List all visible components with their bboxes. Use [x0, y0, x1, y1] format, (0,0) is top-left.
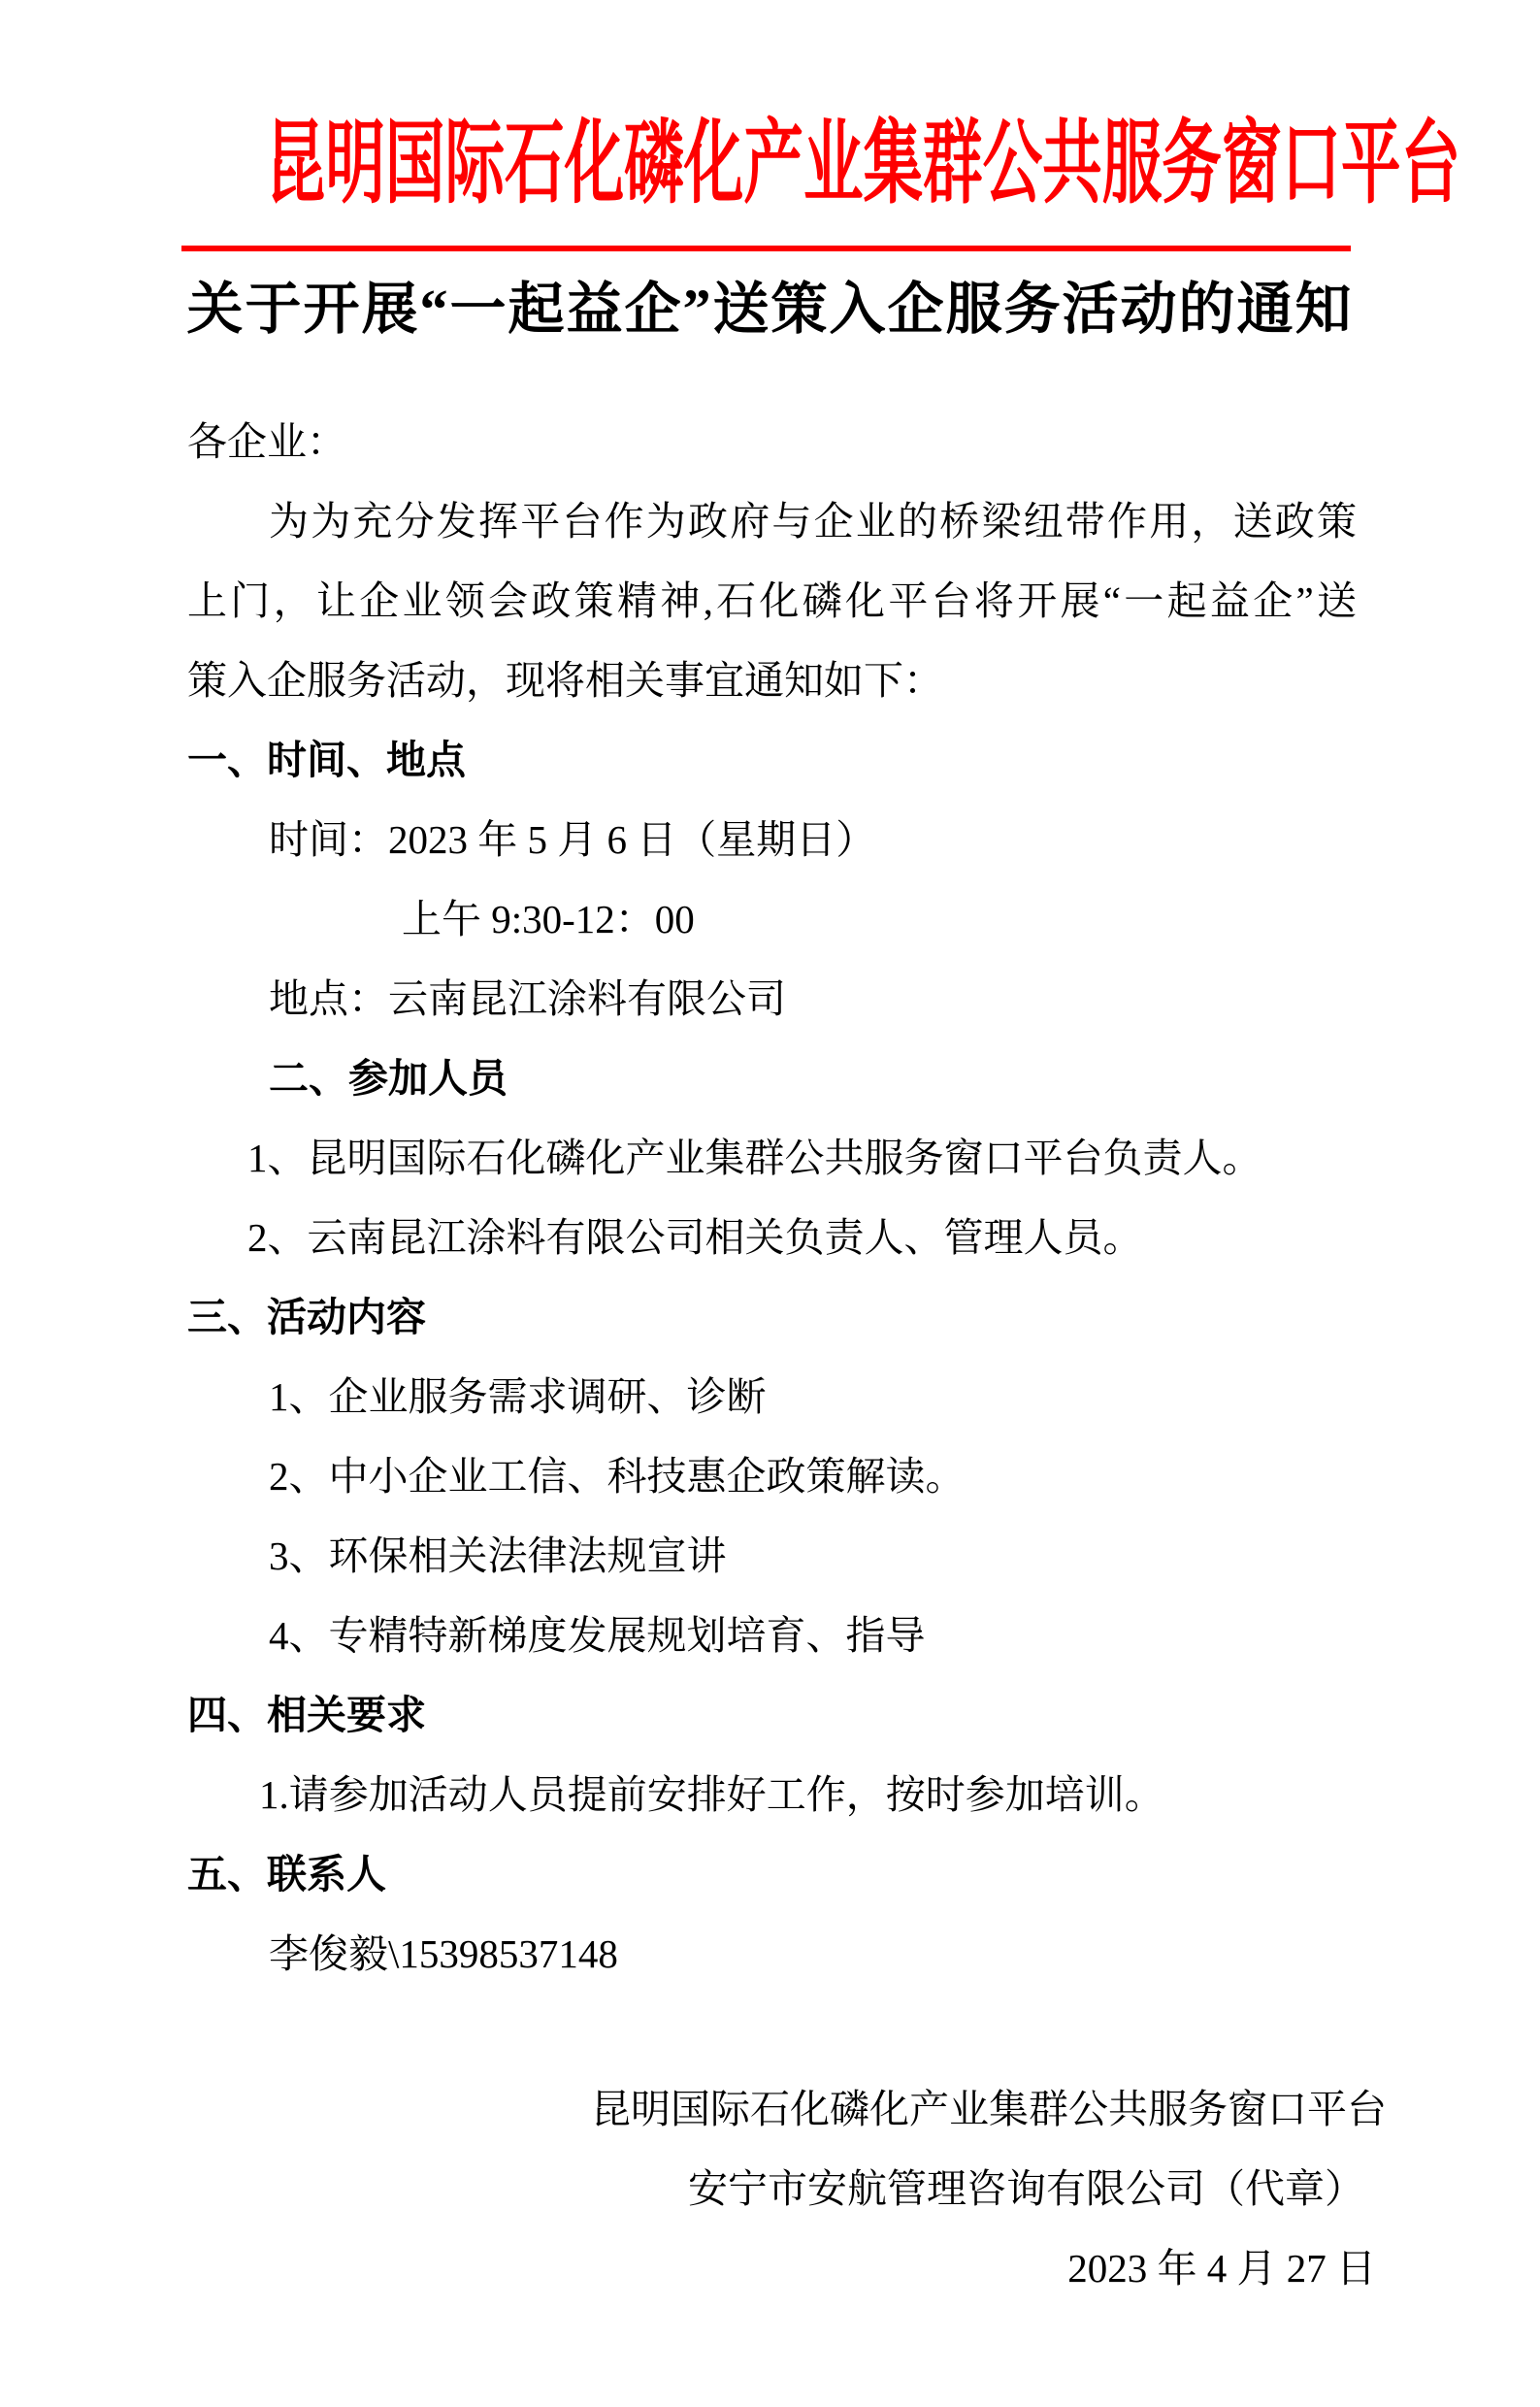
letterhead-divider-line	[181, 246, 1351, 251]
section-3-item-4: 4、专精特新梯度发展规划培育、指导	[269, 1613, 926, 1658]
section-2-item-2: 2、云南昆江涂料有限公司相关负责人、管理人员。	[247, 1215, 1143, 1260]
section-2-heading: 二、参加人员	[269, 1056, 508, 1101]
section-4-item-1: 1.请参加活动人员提前安排好工作，按时参加培训。	[259, 1772, 1164, 1817]
section-5-heading: 五、联系人	[187, 1852, 386, 1896]
signature-block	[591, 2069, 1387, 2308]
section-3-item-1: 1、企业服务需求调研、诊断	[269, 1374, 767, 1419]
signature-org-line-2: 安宁市安航管理咨询有限公司（代章）	[688, 2166, 1364, 2211]
section-3-item-2: 2、中小企业工信、科技惠企政策解读。	[269, 1454, 966, 1499]
intro-line-1: 为为充分发挥平台作为政府与企业的桥梁纽带作用，送政策	[269, 499, 1357, 544]
signature-date: 2023 年 4 月 27 日	[1067, 2246, 1376, 2291]
signature-org-line-1: 昆明国际石化磷化产业集群公共服务窗口平台	[591, 2087, 1387, 2131]
notice-title: 关于开展“一起益企”送策入企服务活动的通知	[186, 278, 1354, 341]
section-2-item-1: 1、昆明国际石化磷化产业集群公共服务窗口平台负责人。	[247, 1136, 1262, 1180]
section-4-heading: 四、相关要求	[187, 1693, 426, 1737]
letterhead-org-title: 昆明国际石化磷化产业集群公共服务窗口平台	[265, 112, 1461, 214]
section-1-location: 地点：云南昆江涂料有限公司	[269, 976, 786, 1021]
intro-line-3: 策入企服务活动，现将相关事宜通知如下：	[187, 658, 943, 703]
section-1-heading: 一、时间、地点	[187, 738, 466, 782]
salutation: 各企业：	[187, 419, 346, 464]
section-1-time: 时间：2023 年 5 月 6 日（星期日）	[269, 817, 876, 862]
section-3-heading: 三、活动内容	[187, 1295, 426, 1339]
section-1-time-range: 上午 9:30-12：00	[402, 897, 695, 941]
intro-line-2: 上门，让企业领会政策精神,石化磷化平台将开展“一起益企”送	[187, 578, 1357, 623]
section-5-contact: 李俊毅\15398537148	[269, 1931, 618, 1976]
notice-body	[187, 402, 1357, 1994]
section-3-item-3: 3、环保相关法律法规宣讲	[269, 1533, 727, 1578]
